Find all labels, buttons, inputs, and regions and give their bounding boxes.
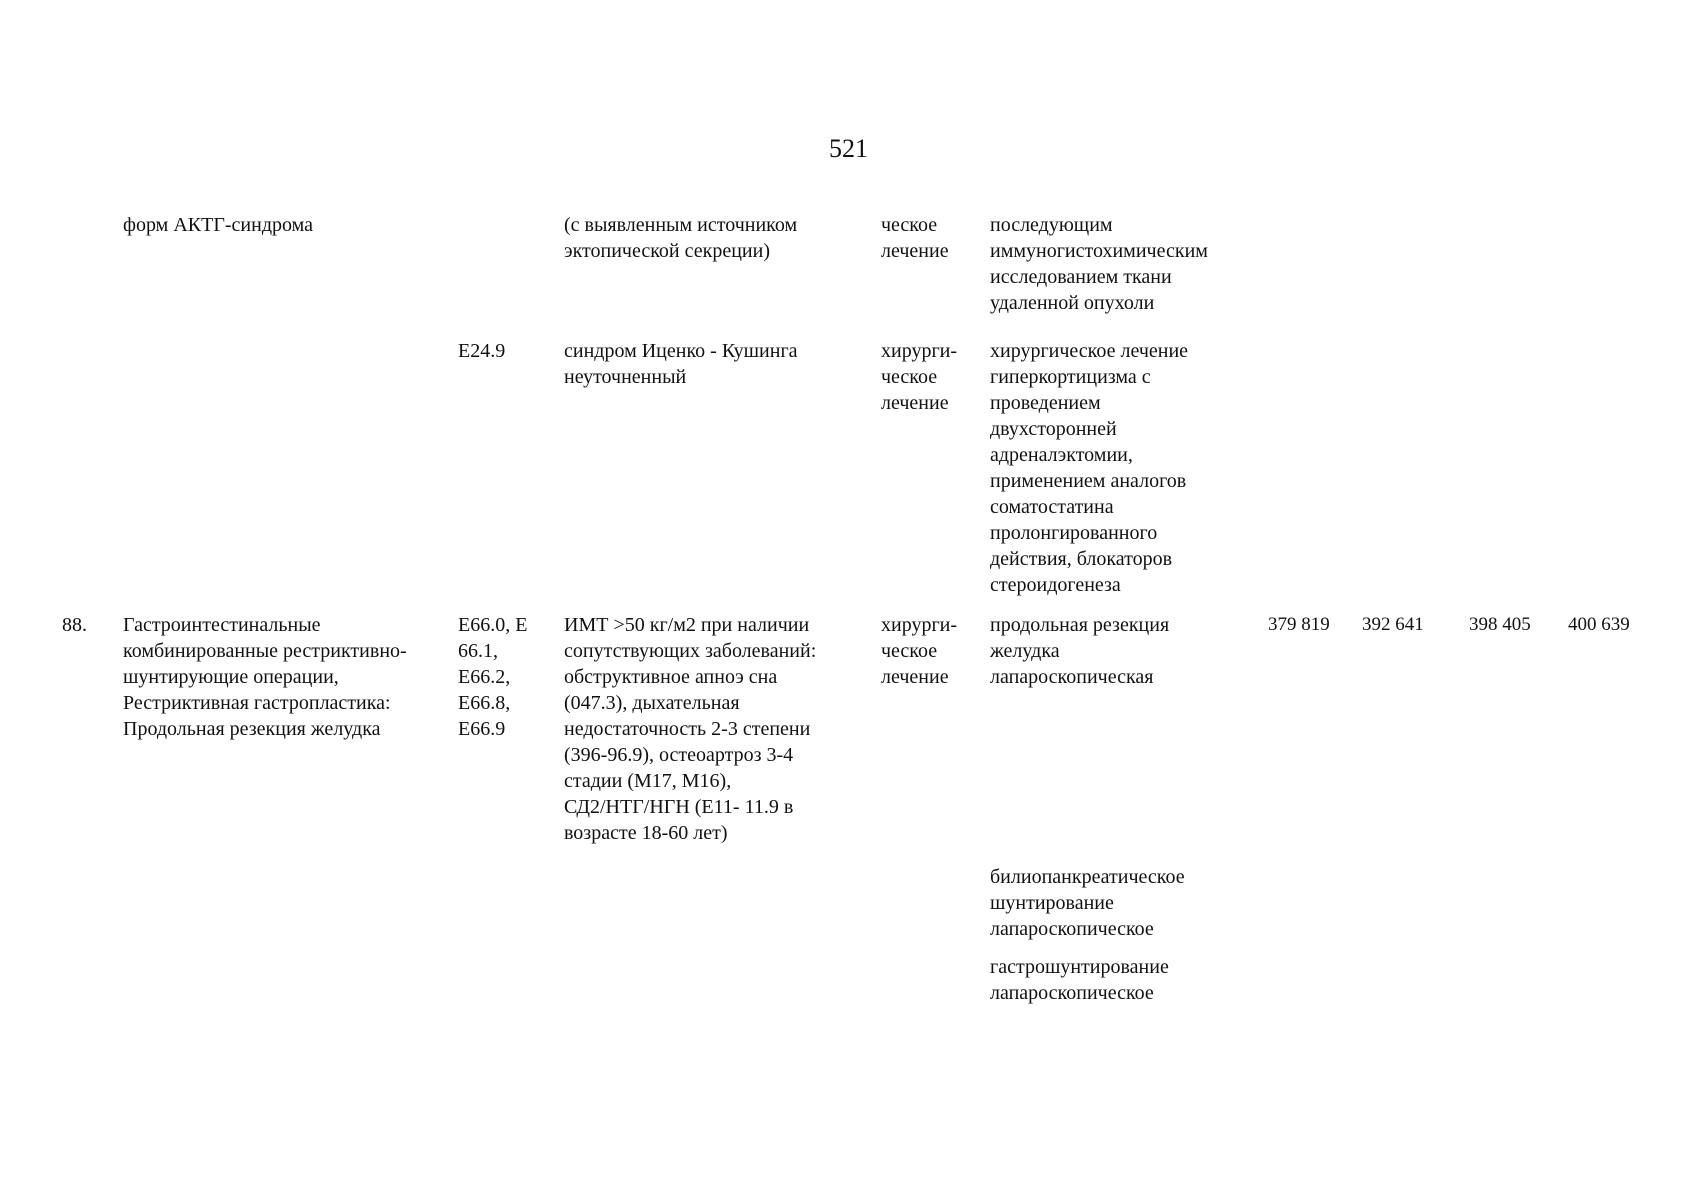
treatment-method-line: лапароскопическая — [990, 666, 1154, 688]
patient-model-cell — [564, 338, 798, 390]
patient-model-line: (047.3), дыхательная — [564, 692, 740, 714]
treatment-type-cell — [881, 612, 957, 690]
patient-model-line: обструктивное апноэ сна — [564, 666, 778, 688]
icd-code-line: E66.9 — [458, 718, 506, 740]
patient-model-line: (396-96.9), остеоартроз 3-4 — [564, 744, 794, 766]
treatment-method-cell — [990, 612, 1169, 690]
patient-model-cell — [564, 212, 797, 264]
patient-model-line: эктопической секреции) — [564, 240, 770, 262]
icd-code-line: E24.9 — [458, 340, 506, 362]
treatment-method-line: действия, блокаторов — [990, 548, 1173, 570]
patient-model-line: недостаточность 2-3 степени — [564, 718, 811, 740]
service-name-line: комбинированные рестриктивно- — [123, 640, 407, 662]
treatment-method-line: адреналэктомии, — [990, 444, 1133, 466]
treatment-type-line: ческое — [881, 214, 938, 236]
treatment-method-line: двухсторонней — [990, 418, 1117, 440]
icd-code-line: E66.0, E — [458, 614, 528, 636]
row-number-cell — [62, 612, 87, 638]
treatment-method-line: последующим — [990, 214, 1113, 236]
treatment-method-line: билиопанкреатическое — [990, 866, 1185, 888]
treatment-type-cell — [881, 212, 949, 264]
treatment-method-line: соматостатина — [990, 496, 1114, 518]
treatment-type-line: ческое — [881, 640, 938, 662]
icd-code-cell — [458, 338, 505, 364]
service-name-line: Гастроинтестинальные — [123, 614, 321, 636]
treatment-method-line: лапароскопическое — [990, 982, 1154, 1004]
treatment-method-cell — [990, 954, 1169, 1006]
icd-code-cell — [458, 612, 527, 742]
treatment-method-line: продольная резекция — [990, 614, 1170, 636]
treatment-method-line: иммуногистохимическим — [990, 240, 1208, 262]
patient-model-cell — [564, 612, 816, 846]
treatment-method-cell — [990, 212, 1208, 316]
patient-model-line: возрасте 18-60 лет) — [564, 822, 728, 844]
price-cell: 398 405 — [1469, 614, 1531, 635]
treatment-method-line: применением аналогов — [990, 470, 1187, 492]
row-number-line: 88. — [62, 614, 87, 636]
icd-code-line: 66.1, — [458, 640, 498, 662]
treatment-method-line: проведением — [990, 392, 1101, 414]
service-name-cell — [123, 612, 407, 742]
patient-model-line: сопутствующих заболеваний: — [564, 640, 817, 662]
patient-model-line: (с выявленным источником — [564, 214, 798, 236]
treatment-type-line: лечение — [881, 392, 949, 414]
treatment-method-line: исследованием ткани — [990, 266, 1172, 288]
treatment-method-line: шунтирование — [990, 892, 1114, 914]
service-name-line: шунтирующие операции, — [123, 666, 339, 688]
treatment-method-line: гиперкортицизма с — [990, 366, 1151, 388]
treatment-method-line: пролонгированного — [990, 522, 1158, 544]
page-number: 521 — [829, 134, 868, 163]
treatment-method-line: желудка — [990, 640, 1060, 662]
treatment-method-line: лапароскопическое — [990, 918, 1154, 940]
patient-model-line: ИМТ >50 кг/м2 при наличии — [564, 614, 810, 636]
treatment-method-line: стероидогенеза — [990, 574, 1121, 596]
patient-model-line: стадии (M17, M16), — [564, 770, 732, 792]
treatment-method-cell — [990, 864, 1185, 942]
patient-model-line: неуточненный — [564, 366, 687, 388]
icd-code-line: E66.2, — [458, 666, 511, 688]
patient-model-line: синдром Иценко - Кушинга — [564, 340, 798, 362]
icd-code-line: E66.8, — [458, 692, 511, 714]
treatment-type-line: хирурги- — [881, 614, 958, 636]
treatment-method-line: гастрошунтирование — [990, 956, 1169, 978]
patient-model-line: СД2/НТГ/НГН (E11- 11.9 в — [564, 796, 794, 818]
treatment-type-cell — [881, 338, 957, 416]
service-name-cell — [123, 212, 313, 238]
price-cell: 379 819 — [1268, 614, 1330, 635]
treatment-type-line: лечение — [881, 240, 949, 262]
service-name-line: Продольная резекция желудка — [123, 718, 381, 740]
service-name-line: Рестриктивная гастропластика: — [123, 692, 391, 714]
treatment-type-line: лечение — [881, 666, 949, 688]
price-cell: 392 641 — [1362, 614, 1424, 635]
treatment-type-line: хирурги- — [881, 340, 958, 362]
treatment-method-line: удаленной опухоли — [990, 292, 1155, 314]
service-name-line: форм АКТГ-синдрома — [123, 214, 314, 236]
treatment-type-line: ческое — [881, 366, 938, 388]
treatment-method-line: хирургическое лечение — [990, 340, 1189, 362]
price-cell: 400 639 — [1568, 614, 1630, 635]
treatment-method-cell — [990, 338, 1188, 598]
